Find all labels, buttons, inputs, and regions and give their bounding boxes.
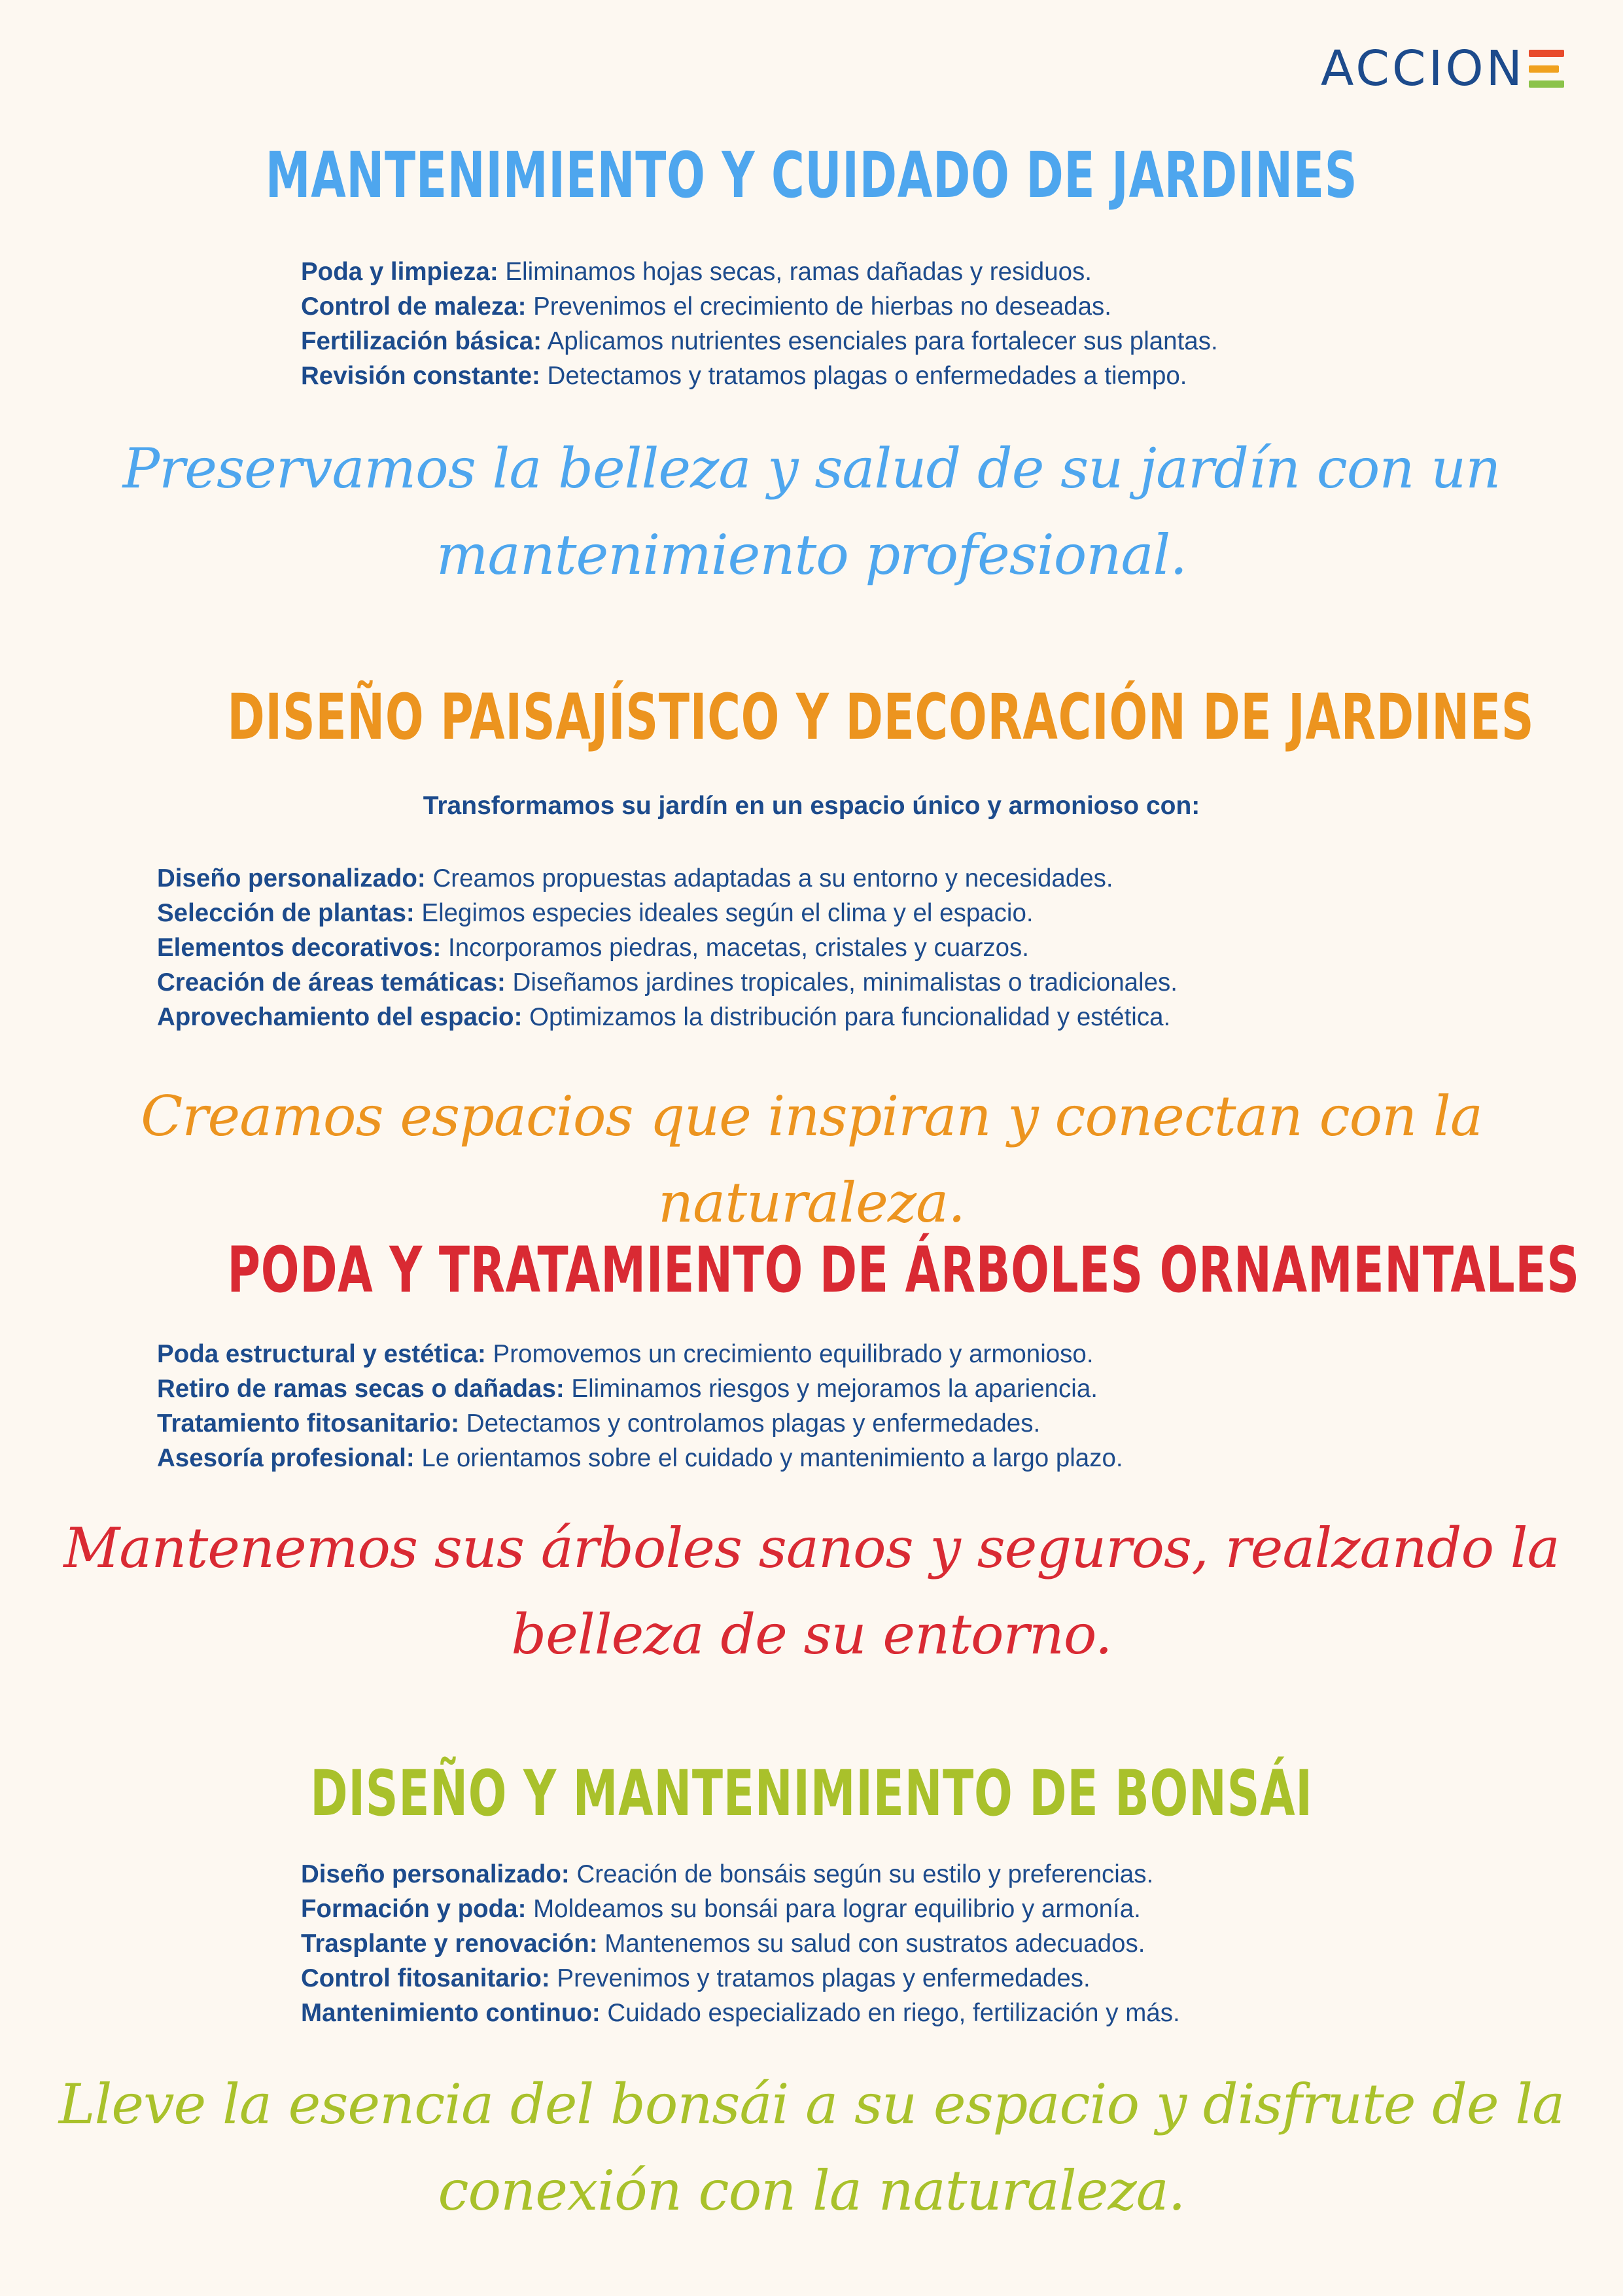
list-item: Poda estructural y estética: Promovemos un crecimiento equilibrado y armonioso. <box>157 1340 1094 1368</box>
list-item: Creación de áreas temáticas: Diseñamos jardines tropicales, minimalistas o tradicionales. <box>157 968 1178 997</box>
list-item: Diseño personalizado: Creamos propuestas adaptadas a su entorno y necesidades. <box>157 864 1113 892</box>
list-diseno-paisajistico <box>157 861 1178 1034</box>
list-item: Trasplante y renovación: Mantenemos su salud con sustratos adecuados. <box>301 1930 1145 1958</box>
tagline-mantenimiento: Preservamos la belleza y salud de su jardín con un mantenimiento profesional. <box>122 436 1501 587</box>
section-title-poda-arboles: PODA Y TRATAMIENTO DE ÁRBOLES ORNAMENTALES <box>227 1233 1580 1307</box>
list-item: Aprovechamiento del espacio: Optimizamos la distribución para funcionalidad y estética. <box>157 1003 1171 1031</box>
list-item: Selección de plantas: Elegimos especies ideales según el clima y el espacio. <box>157 899 1034 927</box>
list-item: Elementos decorativos: Incorporamos piedras, macetas, cristales y cuarzos. <box>157 934 1030 962</box>
section-title-diseno-paisajistico: DISEÑO PAISAJÍSTICO Y DECORACIÓN DE JARDINES <box>227 680 1535 754</box>
list-item: Retiro de ramas secas o dañadas: Eliminamos riesgos y mejoramos la apariencia. <box>157 1375 1098 1403</box>
logo-text: ACCION <box>1320 41 1525 97</box>
list-item: Mantenimiento continuo: Cuidado especializado en riego, fertilización y más. <box>301 1999 1180 2027</box>
section-intro: Transformamos su jardín en un espacio único y armonioso con: <box>423 792 1200 820</box>
tagline-diseno-paisajistico: Creamos espacios que inspiran y conectan con la naturaleza. <box>141 1084 1482 1235</box>
list-item: Diseño personalizado: Creación de bonsáis según su estilo y preferencias. <box>301 1860 1154 1888</box>
list-bonsai <box>301 1857 1180 2030</box>
list-mantenimiento <box>301 255 1218 393</box>
section-title-bonsai: DISEÑO Y MANTENIMIENTO DE BONSÁI <box>310 1757 1313 1830</box>
list-item: Control de maleza: Prevenimos el crecimiento de hierbas no deseadas. <box>301 292 1111 321</box>
accione-logo <box>1321 41 1564 97</box>
logo-e-mark <box>1529 50 1564 88</box>
list-item: Tratamiento fitosanitario: Detectamos y controlamos plagas y enfermedades. <box>157 1409 1041 1438</box>
list-item: Revisión constante: Detectamos y tratamos plagas o enfermedades a tiempo. <box>301 362 1187 390</box>
list-item: Control fitosanitario: Prevenimos y tratamos plagas y enfermedades. <box>301 1964 1091 1992</box>
list-item: Poda y limpieza: Eliminamos hojas secas, ramas dañadas y residuos. <box>301 258 1092 286</box>
list-poda-arboles <box>157 1337 1123 1475</box>
list-item: Asesoría profesional: Le orientamos sobre el cuidado y mantenimiento a largo plazo. <box>157 1444 1123 1472</box>
list-item: Formación y poda: Moldeamos su bonsái para lograr equilibrio y armonía. <box>301 1895 1141 1923</box>
tagline-bonsai: Lleve la esencia del bonsái a su espacio y disfrute de la conexión con la naturaleza. <box>58 2072 1565 2223</box>
tagline-poda-arboles: Mantenemos sus árboles sanos y seguros, realzando la belleza de su entorno. <box>63 1516 1560 1667</box>
list-item: Fertilización básica: Aplicamos nutrientes esenciales para fortalecer sus plantas. <box>301 327 1218 355</box>
section-title-mantenimiento: MANTENIMIENTO Y CUIDADO DE JARDINES <box>265 139 1358 212</box>
